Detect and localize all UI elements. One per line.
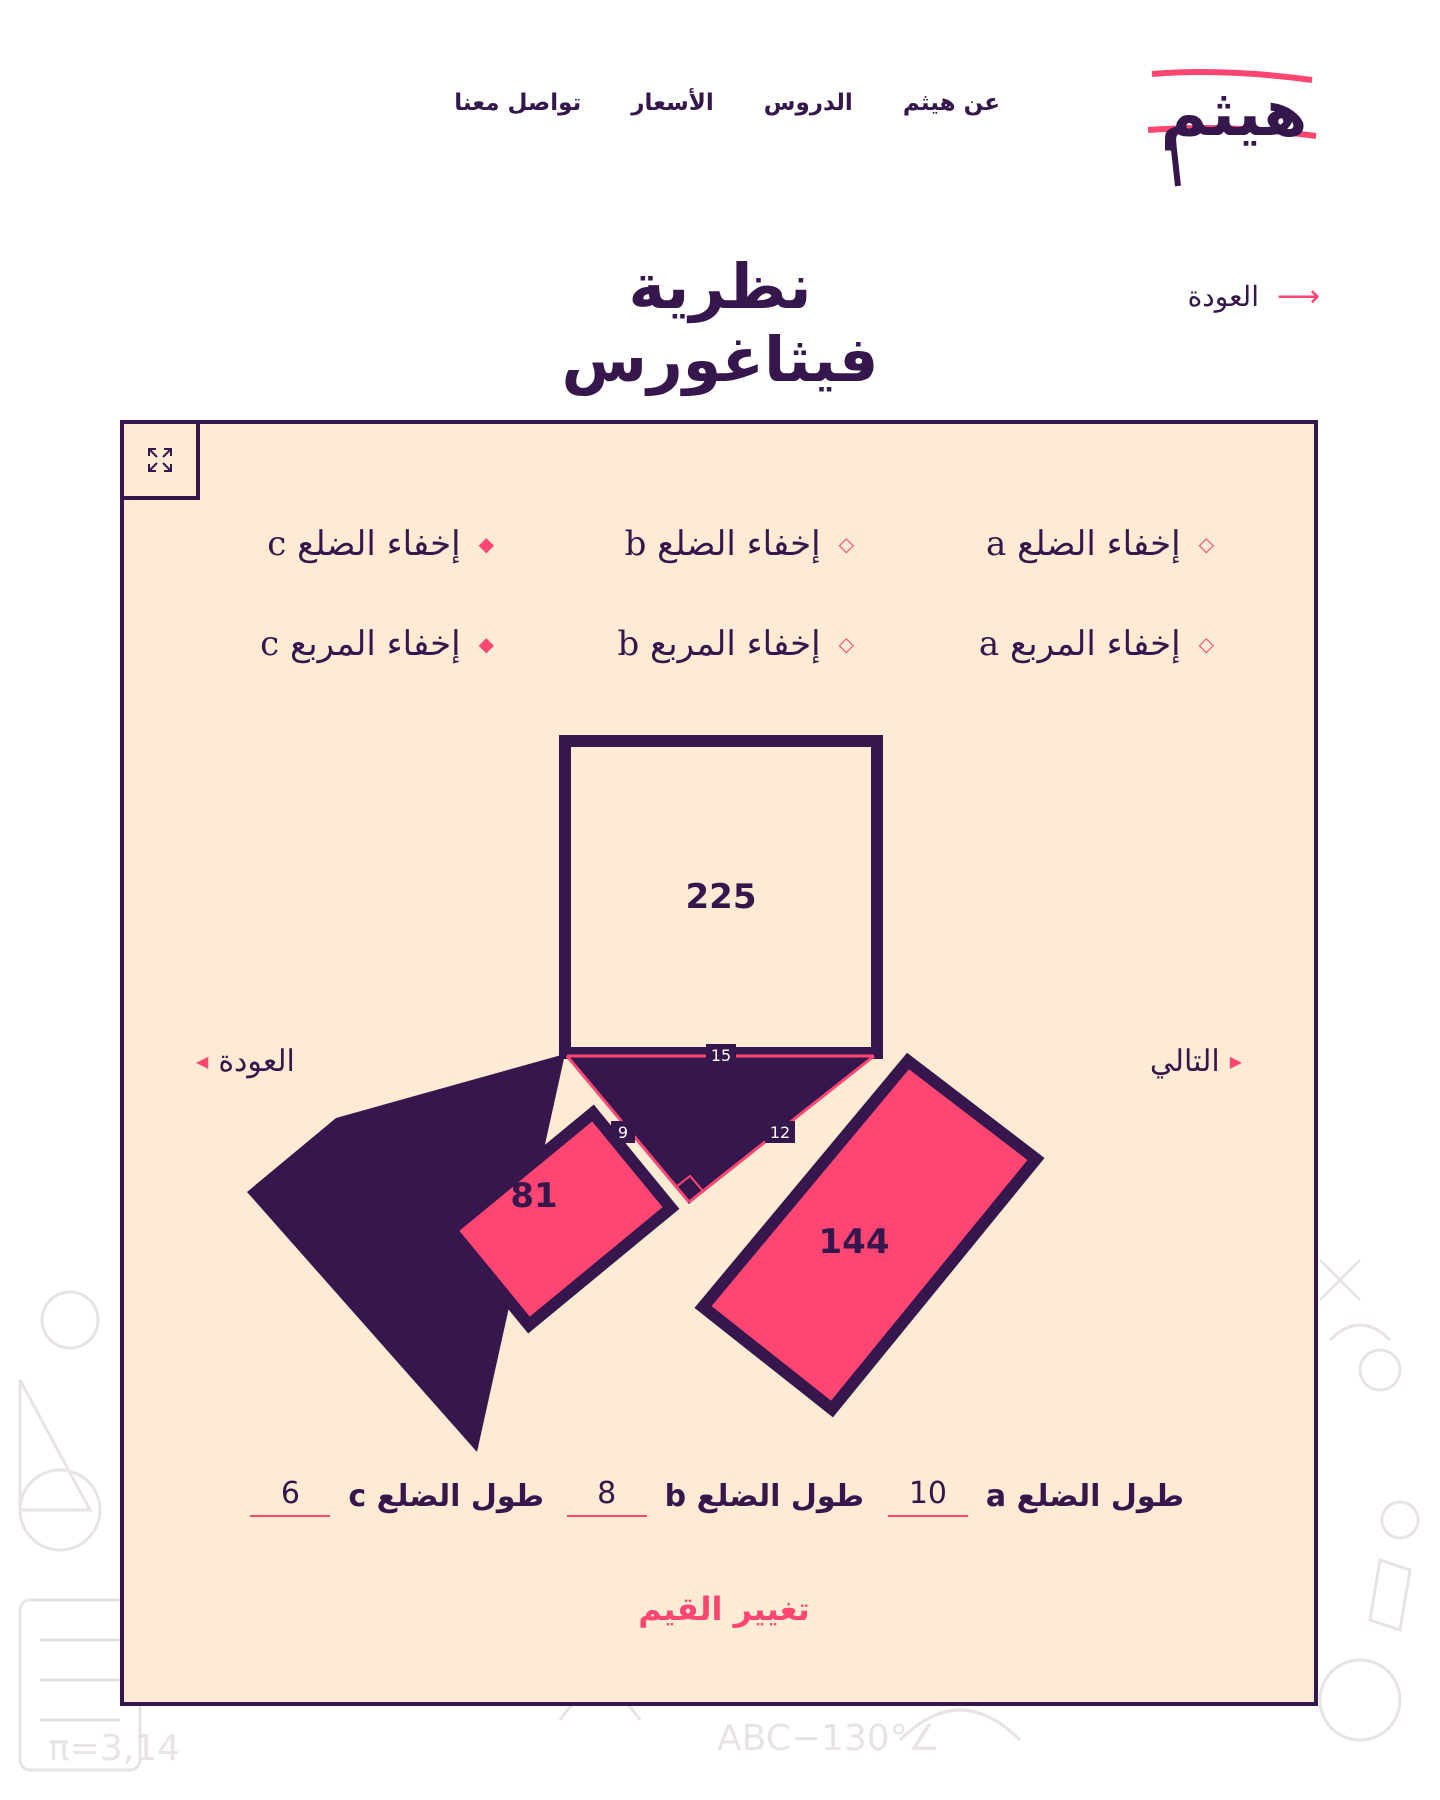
page-title: نظرية فيثاغورس bbox=[561, 250, 879, 396]
diamond-outline-icon: ◇ bbox=[838, 532, 854, 556]
leg-left-length-label: 9 bbox=[617, 1123, 629, 1142]
nav-pricing[interactable]: الأسعار bbox=[631, 90, 714, 116]
diamond-filled-icon: ◆ bbox=[478, 532, 494, 556]
next-label: التالي bbox=[1149, 1044, 1220, 1079]
next-button[interactable] bbox=[1150, 1044, 1242, 1079]
side-b-label: طول الضلع b bbox=[664, 1479, 864, 1514]
toggle-label: إخفاء الضلع b bbox=[624, 524, 821, 564]
side-a-label: طول الضلع a bbox=[985, 1479, 1184, 1514]
toggle-label: إخفاء المربع a bbox=[978, 624, 1181, 664]
nav-about[interactable]: عن هيثم bbox=[902, 90, 1000, 116]
side-c-input[interactable] bbox=[250, 1476, 330, 1517]
side-a-input[interactable] bbox=[888, 1476, 968, 1517]
square-left-area: 81 bbox=[510, 1176, 558, 1216]
toggle-label: إخفاء المربع b bbox=[617, 624, 821, 664]
diamond-filled-icon: ◆ bbox=[478, 632, 494, 656]
hypotenuse-length-label: 15 bbox=[710, 1046, 732, 1065]
brand-logo[interactable] bbox=[1144, 62, 1319, 192]
svg-text:π=3,14: π=3,14 bbox=[48, 1728, 180, 1769]
toggle-label: إخفاء الضلع a bbox=[986, 524, 1181, 564]
caret-right-icon: ▶ bbox=[1229, 1052, 1242, 1071]
main-nav bbox=[420, 90, 1000, 130]
square-top-area: 225 bbox=[685, 877, 757, 917]
arrow-right-icon: ⟶ bbox=[1276, 278, 1320, 314]
brand-name: هيثم bbox=[1160, 77, 1308, 151]
side-c-label: طول الضلع c bbox=[348, 1479, 544, 1514]
side-c-field bbox=[250, 1476, 544, 1517]
nav-contact[interactable]: تواصل معنا bbox=[454, 90, 582, 116]
pythagoras-panel bbox=[120, 420, 1318, 1706]
diamond-outline-icon: ◇ bbox=[1198, 632, 1214, 656]
pythagoras-diagram bbox=[124, 424, 1322, 1710]
change-values-button[interactable]: تغيير القيم bbox=[584, 1589, 864, 1629]
back-label: العودة bbox=[218, 1044, 295, 1079]
square-right-area: 144 bbox=[818, 1222, 890, 1262]
back-link[interactable] bbox=[1188, 280, 1320, 313]
caret-left-icon: ◀ bbox=[196, 1052, 209, 1071]
side-b-field bbox=[567, 1476, 864, 1517]
back-link-label: العودة bbox=[1187, 280, 1259, 313]
diamond-outline-icon: ◇ bbox=[838, 632, 854, 656]
nav-lessons[interactable]: الدروس bbox=[763, 90, 853, 116]
toggle-label: إخفاء الضلع c bbox=[267, 524, 461, 564]
back-button[interactable] bbox=[196, 1044, 295, 1079]
diamond-outline-icon: ◇ bbox=[1198, 532, 1214, 556]
side-a-field bbox=[888, 1476, 1184, 1517]
toggle-label: إخفاء المربع c bbox=[260, 624, 461, 664]
leg-right-length-label: 12 bbox=[769, 1123, 791, 1142]
svg-text:∠ABC−130°: ∠ABC−130° bbox=[717, 1718, 940, 1759]
side-b-input[interactable] bbox=[567, 1476, 647, 1517]
